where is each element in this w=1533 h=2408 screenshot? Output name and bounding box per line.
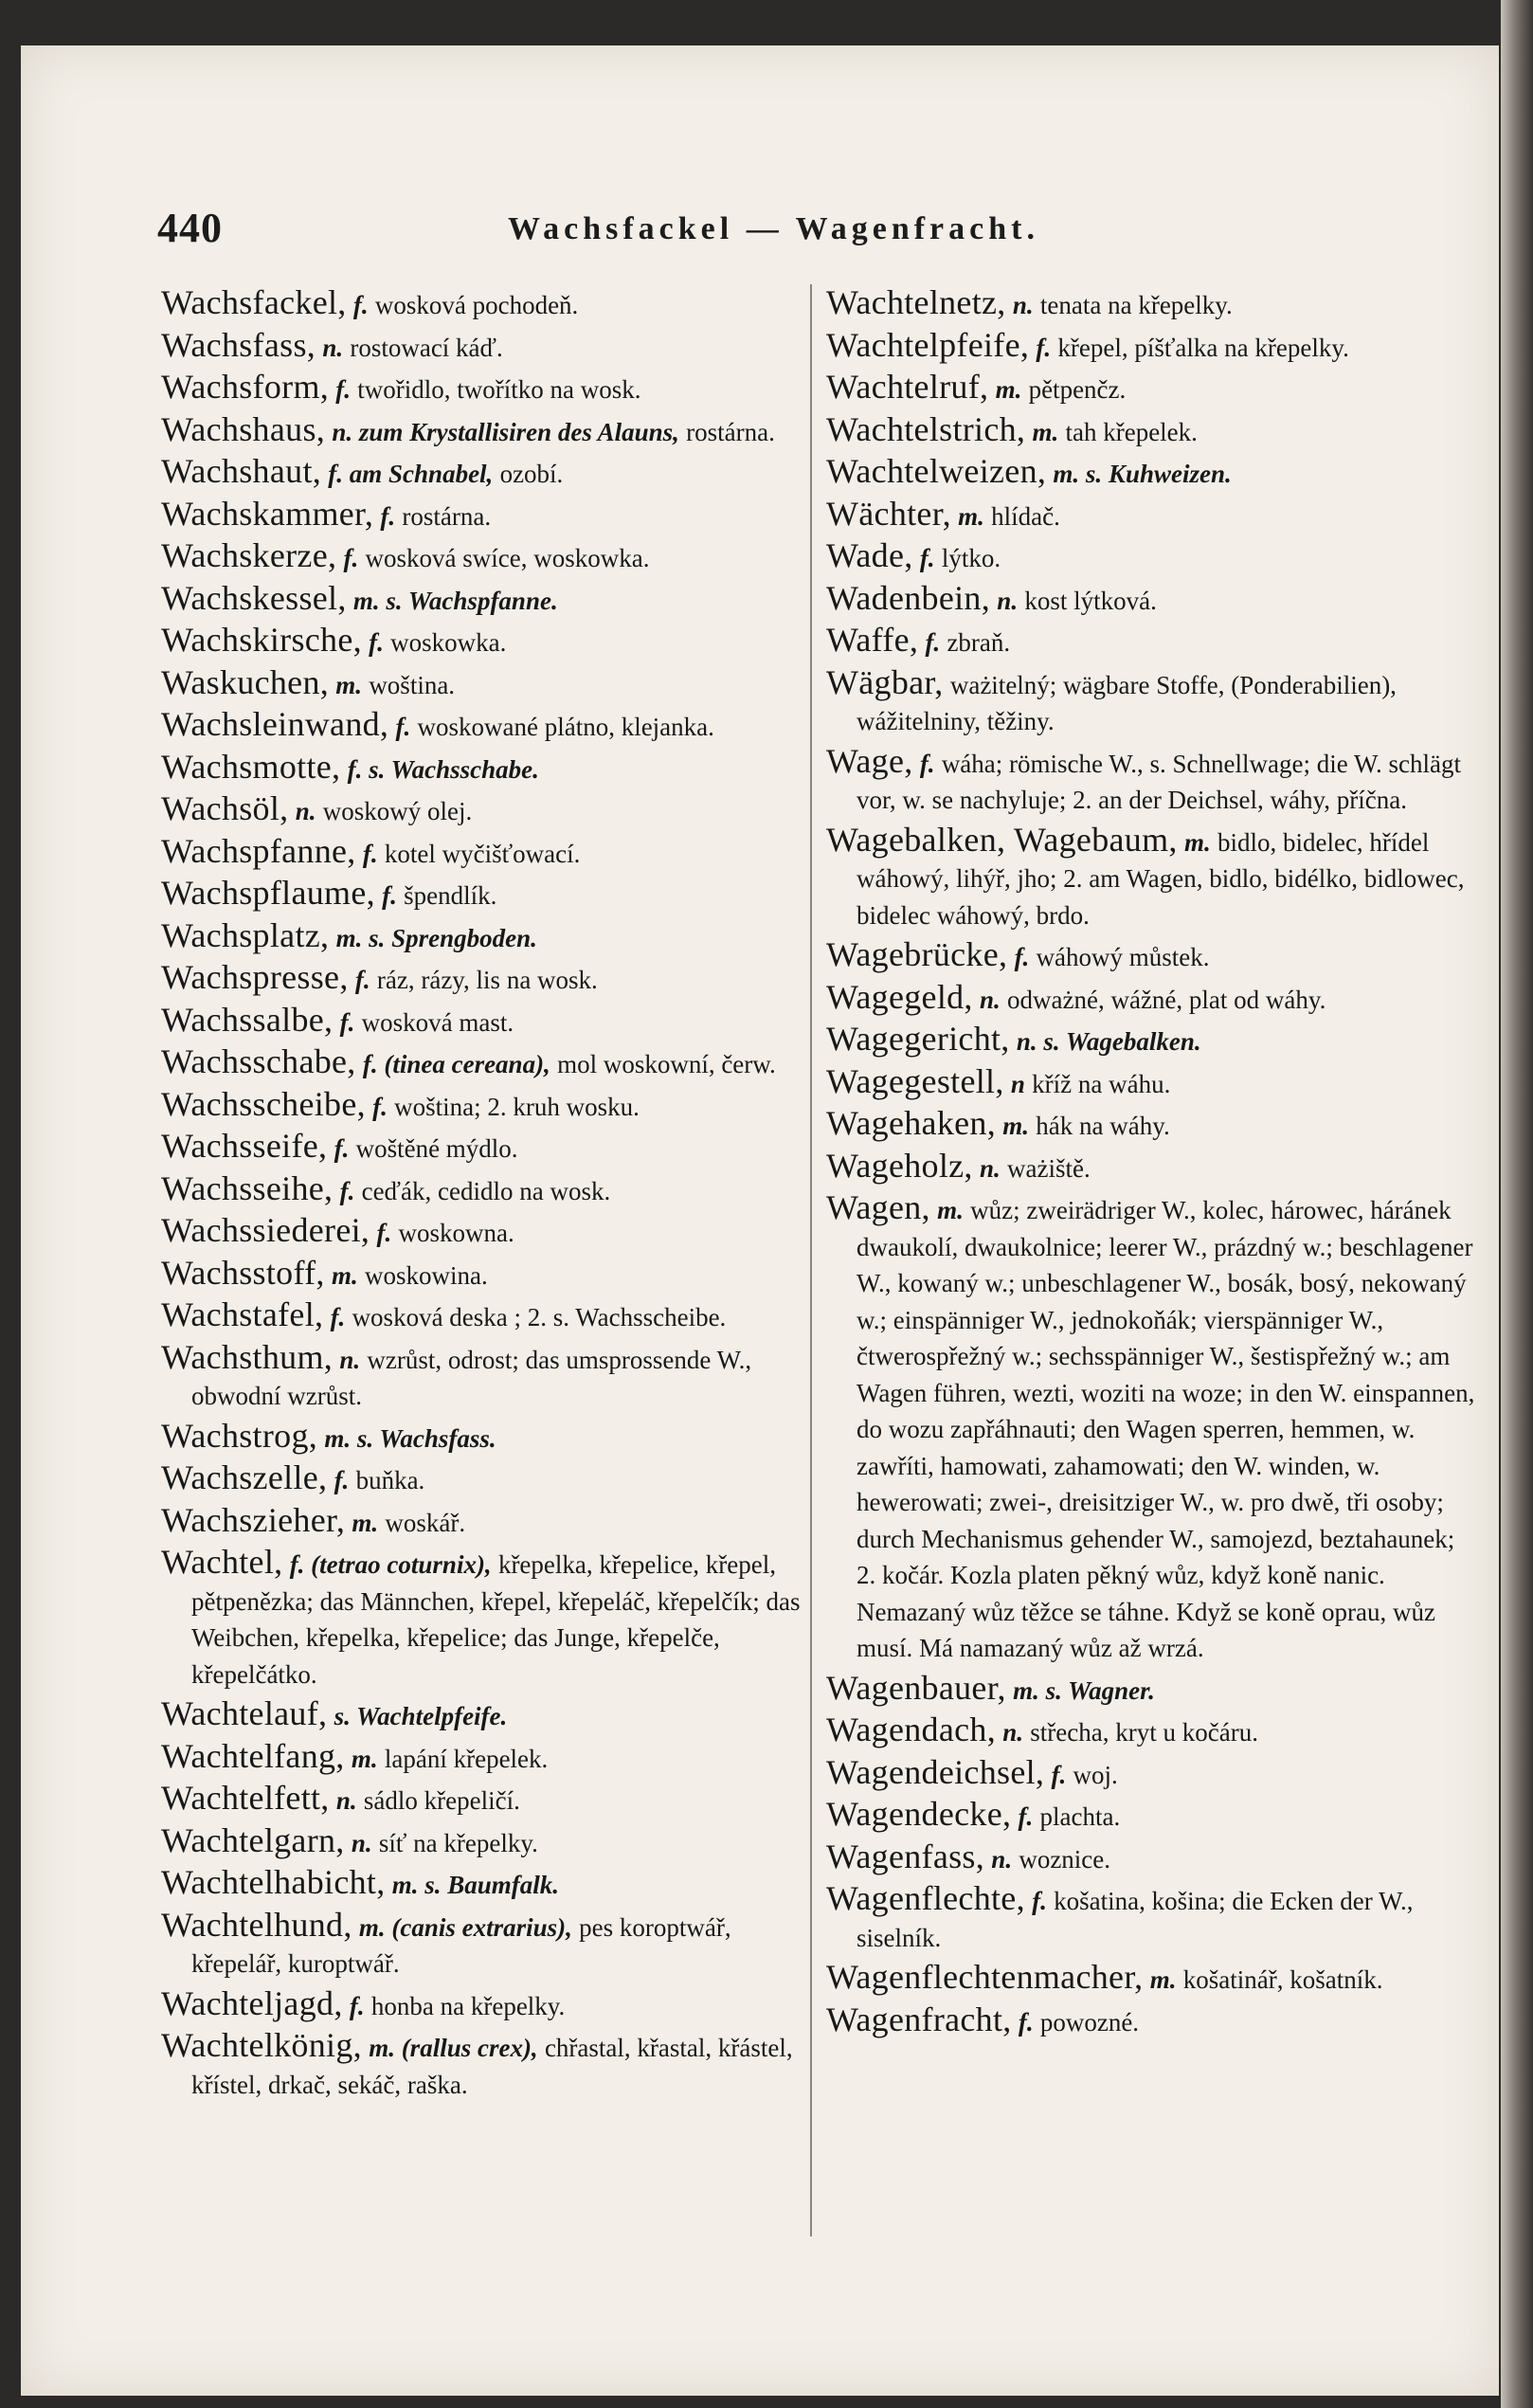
dictionary-entry — [826, 1959, 1480, 1999]
dictionary-entry — [161, 369, 801, 408]
entry-grammar: f. — [330, 1303, 346, 1331]
entry-headword: Wächter, — [826, 494, 951, 533]
entry-headword: Wachtelruf, — [826, 368, 989, 406]
dictionary-entry — [161, 875, 801, 914]
entry-headword: Wachtelauf, — [161, 1694, 328, 1732]
entry-grammar: m. (canis extrarius), — [358, 1912, 572, 1942]
entry-headword: Wagenflechte, — [826, 1879, 1025, 1917]
entry-definition: wůz; zweirädriger W., kolec, hárowec, háránek dwaukolí, dwaukolnice; leerer W., prázdný w.; beschlagener W., kowaný w.; unbeschlagener W., bosák, bosý, nekowaný w.; einspänniger W., jednokoňák; vierspänniger W., čtwerospřežný w.; sechsspänniger W., šestispřežný w.; am Wagen führen, wezti, woziti na woze; in den W. einspannen, do wozu zapřáhnauti; den Wagen sperren, hemmen, w. zawříti, hamowati, zahamowati; den W. winden, w. hewerowati; zwei-, dreisitziger W., w. pro dwě, tři osoby; durch Mechanismus gehender W., samojezd, beztahaunek; 2. kočár. Kozla platen pěkný wůz, když koně nanic. Nemazaný wůz těžce se táhne. Když se koně oprau, wůz musí. Má namazaný wůz až wrzá. — [857, 1196, 1475, 1662]
entry-definition: hlídač. — [991, 501, 1060, 531]
entry-grammar: m. s. Kuhweizen. — [1053, 460, 1232, 488]
entry-headword: Wachtel, — [161, 1543, 283, 1581]
entry-headword: Wachtelweizen, — [826, 452, 1047, 490]
dictionary-entry — [826, 1148, 1480, 1187]
entry-definition: hák na wáhy. — [1036, 1112, 1170, 1140]
entry-headword: Wachskirsche, — [161, 621, 362, 659]
entry-definition: wáha; römische W., s. Schnellwage; die W. schlägt vor, w. se nachyluje; 2. an der Deichsel, wáhy, příčna. — [857, 749, 1461, 814]
entry-definition: rostárna. — [402, 501, 492, 531]
entry-headword: Wagebrücke, — [826, 935, 1008, 973]
entry-definition: wosková deska ; 2. s. Wachsscheibe. — [352, 1303, 727, 1331]
entry-definition: woskowka. — [390, 628, 507, 657]
entry-grammar: n. — [295, 797, 316, 825]
entry-grammar: m. s. Wachspfanne. — [352, 586, 558, 615]
entry-grammar: f. — [919, 749, 935, 778]
dictionary-entry — [826, 1838, 1480, 1878]
dictionary-entry — [161, 622, 801, 661]
entry-grammar: m. s. Baumfalk. — [391, 1871, 560, 1899]
entry-grammar: f. — [395, 713, 411, 741]
entry-headword: Wachsfackel, — [161, 283, 347, 321]
entry-grammar: m. s. Sprengboden. — [335, 923, 537, 952]
entry-grammar: s. Wachtelpfeife. — [334, 1702, 508, 1730]
dictionary-entry — [161, 411, 801, 451]
entry-headword: Wagebalken, Wagebaum, — [826, 820, 1178, 859]
dictionary-entry — [826, 1711, 1480, 1751]
entry-definition: woj. — [1073, 1760, 1118, 1789]
dictionary-entry — [161, 537, 801, 577]
entry-grammar: n. — [979, 1153, 1001, 1183]
dictionary-entry — [161, 327, 801, 367]
dictionary-entry — [826, 1670, 1480, 1710]
entry-headword: Wachtelfang, — [161, 1736, 345, 1775]
dictionary-entry — [161, 833, 801, 873]
dictionary-entry — [161, 1418, 801, 1457]
dictionary-entry — [826, 622, 1480, 661]
entry-headword: Wadenbein, — [826, 578, 991, 617]
entry-grammar: n. — [997, 586, 1019, 615]
entry-headword: Wagenfracht, — [826, 2000, 1012, 2038]
page-number: 440 — [157, 205, 223, 251]
entry-definition: mol woskowní, čerw. — [557, 1050, 776, 1078]
entry-grammar: f. — [343, 544, 359, 572]
dictionary-entry — [826, 1754, 1480, 1794]
entry-definition: špendlík. — [404, 881, 497, 910]
entry-definition: lapání křepelek. — [384, 1744, 549, 1773]
entry-definition: ważitelný; wägbare Stoffe, (Ponderabilien), wážitelniny, těžiny. — [857, 670, 1397, 735]
entry-definition: ważiště. — [1007, 1153, 1091, 1183]
entry-definition: odważné, wážné, plat od wáhy. — [1007, 985, 1326, 1014]
dictionary-entry — [826, 369, 1480, 408]
entry-headword: Wachsfass, — [161, 325, 316, 364]
entry-headword: Wachsseihe, — [161, 1168, 334, 1207]
entry-grammar: m. — [335, 670, 363, 699]
entry-definition: křepel, píšťalka na křepelky. — [1057, 333, 1349, 362]
entry-headword: Waskuchen, — [161, 662, 330, 701]
entry-definition: buňka. — [355, 1466, 425, 1494]
entry-definition: woskowina. — [364, 1260, 488, 1290]
entry-grammar: n. — [335, 1786, 357, 1815]
dictionary-entry — [826, 1796, 1480, 1836]
dictionary-entry — [161, 1780, 801, 1820]
dictionary-entry — [161, 580, 801, 620]
dictionary-entry — [826, 1021, 1480, 1060]
dictionary-entry — [161, 706, 801, 746]
entry-grammar: m. — [1183, 827, 1211, 857]
entry-grammar: f. — [349, 1991, 365, 2020]
entry-headword: Wachsstoff, — [161, 1253, 325, 1292]
entry-headword: Wachskammer, — [161, 494, 374, 533]
entry-grammar: n. — [339, 1345, 361, 1374]
book-binding-edge — [1501, 0, 1533, 2408]
entry-headword: Wachskessel, — [161, 578, 347, 617]
entry-definition: woskowna. — [398, 1219, 514, 1247]
entry-headword: Wachssiederei, — [161, 1211, 370, 1249]
entry-headword: Wagen, — [826, 1188, 930, 1226]
entry-grammar: f. — [1032, 1887, 1047, 1915]
entry-headword: Wagenbauer, — [826, 1668, 1006, 1707]
entry-definition: powozné. — [1039, 2007, 1140, 2037]
dictionary-entry — [161, 749, 801, 788]
dictionary-entry — [826, 1105, 1480, 1145]
dictionary-entry — [826, 936, 1480, 976]
entry-definition: honba na křepelky. — [370, 1991, 566, 2020]
entry-headword: Waffe, — [826, 621, 919, 659]
entry-definition: ozobí. — [499, 460, 564, 488]
entry-definition: woštěné mýdlo. — [355, 1134, 518, 1163]
entry-definition: pětpenčz. — [1028, 375, 1127, 404]
dictionary-entry — [826, 580, 1480, 620]
entry-grammar: f. — [1036, 333, 1052, 362]
entry-headword: Wachstrog, — [161, 1416, 318, 1455]
entry-definition: woznice. — [1019, 1844, 1111, 1874]
entry-headword: Wachsschabe, — [161, 1042, 356, 1080]
entry-headword: Wachsform, — [161, 368, 330, 406]
dictionary-entry — [826, 411, 1480, 451]
entry-definition: košatina, košina; die Ecken der W., siselník. — [857, 1887, 1414, 1952]
dictionary-entry — [826, 453, 1480, 493]
entry-grammar: f. — [339, 1176, 355, 1205]
left-column — [161, 284, 801, 2106]
entry-headword: Wachssalbe, — [161, 1000, 334, 1039]
dictionary-entry — [161, 1907, 801, 1983]
entry-grammar: m. s. Wagner. — [1013, 1675, 1155, 1705]
entry-headword: Wachtelpfeife, — [826, 325, 1030, 364]
dictionary-entry — [161, 1985, 801, 2025]
dictionary-entry — [826, 743, 1480, 819]
entry-headword: Wachteljagd, — [161, 1983, 343, 2022]
entry-grammar: f. — [339, 1007, 355, 1037]
entry-grammar: m. — [958, 501, 984, 531]
dictionary-entry — [826, 1189, 1480, 1667]
entry-definition: wzrůst, odrost; das umsprossende W., obwodní wzrůst. — [191, 1345, 752, 1410]
entry-definition: wosková pochodeň. — [374, 291, 579, 319]
entry-grammar: f. — [1018, 2007, 1034, 2037]
entry-grammar: f. — [362, 839, 378, 868]
entry-headword: Wachszelle, — [161, 1458, 328, 1496]
entry-headword: Wachskerze, — [161, 536, 337, 574]
entry-headword: Wachspflaume, — [161, 874, 375, 912]
dictionary-entry — [161, 790, 801, 830]
entry-definition: křepelka, křepelice, křepel, pětpenězka; das Männchen, křepel, křepeláč, křepelčík; das Weibchen, křepelka, křepelice; das Junge, křepelče, křepelčátko. — [191, 1550, 801, 1689]
entry-headword: Wage, — [826, 741, 913, 780]
dictionary-entry — [826, 1063, 1480, 1103]
entry-headword: Wagendeichsel, — [826, 1752, 1045, 1791]
entry-grammar: m. — [352, 1508, 379, 1537]
entry-grammar: f. — [369, 628, 384, 657]
column-divider — [810, 284, 812, 2236]
entry-headword: Wachtelfett, — [161, 1779, 330, 1817]
entry-definition: rostowací káď. — [350, 333, 503, 362]
entry-grammar: m. — [351, 1744, 378, 1773]
entry-definition: zbraň. — [947, 628, 1011, 657]
entry-headword: Wachtelkönig, — [161, 2026, 362, 2064]
entry-grammar: f. — [354, 966, 370, 994]
running-head: Wachsfackel — Wagenfracht. — [508, 211, 1039, 246]
dictionary-entry — [161, 1128, 801, 1168]
entry-definition: kříž na wáhu. — [1032, 1069, 1171, 1098]
entry-definition: sádlo křepeličí. — [363, 1786, 520, 1815]
entry-grammar: f. — [925, 628, 941, 657]
entry-grammar: m. — [1149, 1965, 1177, 1994]
entry-headword: Wagenflechtenmacher, — [826, 1958, 1144, 1996]
entry-grammar: f. — [334, 1466, 350, 1494]
dictionary-entry — [161, 1339, 801, 1415]
entry-grammar: f. am Schnabel, — [328, 460, 494, 488]
dictionary-entry — [161, 917, 801, 957]
entry-grammar: f. — [919, 544, 935, 572]
entry-grammar: n. zum Krystallisiren des Alauns, — [332, 417, 679, 446]
dictionary-entry — [161, 1695, 801, 1735]
entry-grammar: n. — [322, 333, 344, 362]
entry-definition: wosková swíce, woskowka. — [365, 544, 650, 572]
dictionary-entry — [161, 1086, 801, 1126]
entry-definition: wosková mast. — [361, 1007, 514, 1037]
entry-headword: Wachstafel, — [161, 1295, 324, 1333]
entry-grammar: f. s. Wachsschabe. — [347, 754, 539, 784]
dictionary-entry — [161, 1043, 801, 1083]
dictionary-entry — [161, 284, 801, 324]
entry-definition: twořidlo, twořítko na wosk. — [357, 375, 641, 404]
entry-headword: Wachtelhund, — [161, 1905, 352, 1944]
dictionary-entry — [161, 2027, 801, 2103]
entry-definition: střecha, kryt u kočáru. — [1030, 1718, 1258, 1747]
entry-definition: lýtko. — [941, 544, 1001, 572]
entry-headword: Wachspresse, — [161, 958, 349, 996]
entry-headword: Wachszieher, — [161, 1500, 346, 1539]
entry-definition: kotel wyčišťowací. — [384, 839, 581, 868]
entry-definition: síť na křepelky. — [378, 1828, 538, 1857]
entry-grammar: f. — [352, 291, 369, 319]
entry-headword: Wachsöl, — [161, 789, 289, 827]
entry-definition: chřastal, křastal, křástel, křístel, drkač, sekáč, raška. — [191, 2034, 793, 2099]
dictionary-entry — [826, 327, 1480, 367]
entry-definition: tenata na křepelky. — [1039, 291, 1233, 319]
entry-grammar: f. — [1051, 1760, 1067, 1789]
entry-definition: pes koroptwář, křepelář, kuroptwář. — [191, 1912, 731, 1978]
entry-grammar: n. — [1002, 1718, 1024, 1747]
entry-headword: Wagegeld, — [826, 977, 973, 1016]
entry-grammar: m. — [937, 1196, 964, 1224]
entry-headword: Wachshaut, — [161, 452, 322, 490]
entry-grammar: n. — [1012, 291, 1034, 319]
dictionary-entry — [161, 1502, 801, 1542]
dictionary-entry — [161, 496, 801, 535]
entry-headword: Wagehaken, — [826, 1104, 997, 1142]
right-column — [826, 284, 1480, 2043]
entry-definition: wáhowý můstek. — [1036, 943, 1210, 971]
entry-grammar: f. — [376, 1219, 392, 1247]
dictionary-entry — [161, 959, 801, 999]
entry-definition: plachta. — [1039, 1802, 1121, 1831]
entry-grammar: f. — [382, 881, 397, 910]
dictionary-entry — [161, 1544, 801, 1693]
entry-definition: ceďák, cedidlo na wosk. — [361, 1176, 611, 1205]
entry-headword: Wachspfanne, — [161, 831, 356, 870]
dictionary-entry — [161, 1296, 801, 1336]
dictionary-entry — [826, 664, 1480, 740]
entry-headword: Wägbar, — [826, 662, 944, 701]
entry-grammar: n. — [991, 1844, 1013, 1874]
dictionary-entry — [826, 979, 1480, 1019]
dictionary-entry — [161, 1255, 801, 1295]
entry-definition: woskář. — [385, 1508, 466, 1537]
entry-headword: Wachsseife, — [161, 1127, 328, 1165]
entry-headword: Wachsplatz, — [161, 915, 330, 954]
entry-definition: bidlo, bidelec, hřídel wáhowý, lihýř, jho; 2. am Wagen, bidlo, bidélko, bidlowec, bidelec wáhowý, brdo. — [857, 827, 1465, 930]
entry-grammar: m. s. Wachsfass. — [324, 1423, 496, 1453]
entry-headword: Wagendecke, — [826, 1795, 1012, 1833]
dictionary-entry — [826, 822, 1480, 934]
entry-definition: ráz, rázy, lis na wosk. — [376, 966, 598, 994]
entry-grammar: m. (rallus crex), — [369, 2034, 538, 2062]
entry-grammar: f. — [1018, 1802, 1034, 1831]
entry-grammar: f. (tetrao coturnix), — [289, 1550, 492, 1579]
entry-definition: woština. — [369, 670, 456, 699]
entry-definition: tah křepelek. — [1065, 417, 1198, 446]
entry-headword: Wagegericht, — [826, 1020, 1010, 1058]
entry-headword: Wachsthum, — [161, 1337, 334, 1376]
entry-headword: Wachtelnetz, — [826, 283, 1006, 321]
entry-definition: rostárna. — [686, 417, 775, 446]
dictionary-entry — [161, 1212, 801, 1252]
dictionary-entry — [826, 1880, 1480, 1956]
entry-definition: košatinář, košatník. — [1182, 1965, 1383, 1994]
entry-headword: Wachtelhabicht, — [161, 1863, 386, 1901]
dictionary-entry — [826, 537, 1480, 577]
entry-headword: Wagenfass, — [826, 1837, 985, 1875]
entry-grammar: f. — [380, 501, 396, 531]
entry-grammar: n. s. Wagebalken. — [1016, 1027, 1201, 1056]
dictionary-entry — [161, 664, 801, 704]
page-header — [138, 204, 1446, 261]
entry-grammar: f. — [1014, 943, 1030, 971]
entry-definition: woskowané plátno, klejanka. — [417, 713, 714, 741]
entry-grammar: f. (tinea cereana), — [362, 1050, 550, 1078]
dictionary-entry — [161, 1170, 801, 1210]
entry-grammar: n — [1010, 1069, 1025, 1098]
dictionary-entry — [161, 1002, 801, 1041]
entry-headword: Wachtelgarn, — [161, 1820, 345, 1859]
dictionary-entry — [161, 1738, 801, 1778]
dictionary-entry — [161, 1864, 801, 1904]
dictionary-entry — [826, 496, 1480, 535]
entry-definition: woskowý olej. — [322, 797, 473, 825]
entry-headword: Wachsscheibe, — [161, 1084, 366, 1123]
dictionary-entry — [161, 1459, 801, 1499]
entry-grammar: m. — [1002, 1112, 1030, 1140]
entry-headword: Wageholz, — [826, 1146, 973, 1185]
entry-headword: Wagendach, — [826, 1711, 997, 1748]
entry-grammar: f. — [372, 1092, 388, 1121]
entry-definition: kost lýtková. — [1024, 586, 1157, 615]
dictionary-entry — [161, 453, 801, 493]
entry-definition: woština; 2. kruh wosku. — [394, 1092, 640, 1121]
entry-headword: Wagegestell, — [826, 1061, 1004, 1100]
entry-grammar: m. — [995, 375, 1022, 404]
entry-headword: Wade, — [826, 536, 913, 574]
entry-headword: Wachsmotte, — [161, 747, 341, 786]
entry-grammar: n. — [979, 985, 1001, 1014]
dictionary-entry — [826, 2001, 1480, 2041]
entry-headword: Wachtelstrich, — [826, 409, 1026, 448]
entry-grammar: n. — [351, 1828, 372, 1857]
entry-headword: Wachsleinwand, — [161, 705, 389, 743]
entry-grammar: m. — [1032, 417, 1059, 446]
entry-headword: Wachshaus, — [161, 409, 326, 448]
entry-grammar: m. — [331, 1260, 358, 1290]
entry-grammar: f. — [335, 375, 352, 404]
entry-grammar: f. — [334, 1134, 350, 1163]
dictionary-entry — [826, 284, 1480, 324]
dictionary-entry — [161, 1822, 801, 1862]
